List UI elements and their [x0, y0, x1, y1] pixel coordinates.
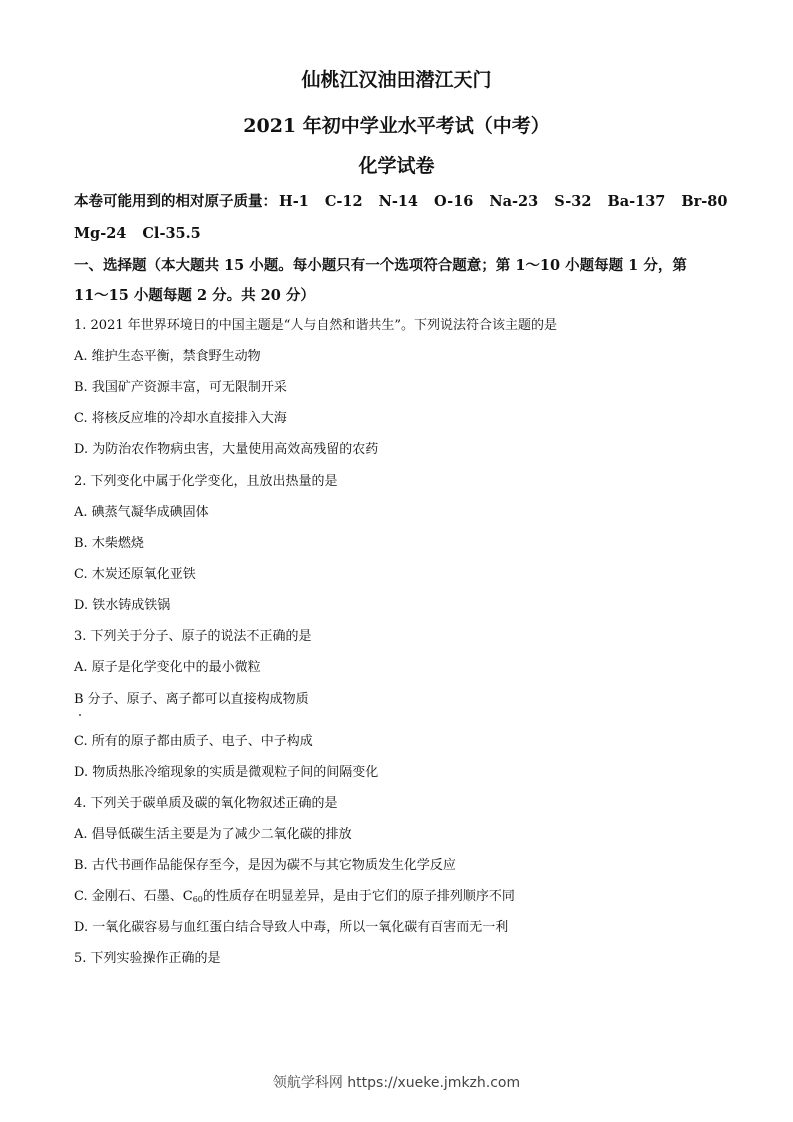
question-2-option-b: B. 木柴燃烧: [74, 536, 144, 551]
question-3-option-a: A. 原子是化学变化中的最小微粒: [74, 660, 261, 675]
atomic-mass-item: Mg-24: [74, 225, 127, 242]
footer-watermark: 领航学科网 https://xueke.jmkzh.com: [272, 1075, 521, 1091]
exam-subject-title: 化学试卷: [358, 155, 435, 177]
atomic-masses-label: 本卷可能用到的相对原子质量：: [74, 193, 277, 210]
question-3-option-b: B 分子、原子、离子都可以直接构成物质: [74, 692, 309, 707]
question-2-option-c: C. 木炭还原氧化亚铁: [74, 567, 196, 582]
question-2-option-d: D. 铁水铸成铁锅: [74, 598, 171, 613]
question-1-option-a: A. 维护生态平衡，禁食野生动物: [74, 349, 261, 364]
question-4-option-c: [74, 887, 515, 910]
question-1: 1. 2021 年世界环境日的中国主题是“人与自然和谐共生”。下列说法符合该主题的是: [74, 318, 558, 333]
option-c-text-post: 的性质存在明显差异，是由于它们的原子排列顺序不同: [202, 889, 515, 904]
atomic-mass-item: O-16: [434, 193, 474, 210]
c60-subscript: 60: [192, 895, 203, 904]
section-heading-cont: 11～15 小题每题 2 分。共 20 分）: [74, 287, 315, 304]
question-4: 4. 下列关于碳单质及碳的氧化物叙述正确的是: [74, 796, 338, 811]
question-1-option-c: C. 将核反应堆的冷却水直接排入大海: [74, 411, 287, 426]
atomic-mass-item: Na-23: [489, 193, 539, 210]
atomic-mass-item: Cl-35.5: [142, 225, 201, 242]
atomic-mass-item: C-12: [324, 193, 363, 210]
section-heading: 一、选择题（本大题共 15 小题。每小题只有一个选项符合题意；第 1～10 小题每题 1 分，第: [74, 257, 687, 274]
stray-dot: [79, 714, 81, 716]
question-4-option-b: B. 古代书画作品能保存至今，是因为碳不与其它物质发生化学反应: [74, 858, 456, 873]
question-3: 3. 下列关于分子、原子的说法不正确的是: [74, 629, 312, 644]
question-5: 5. 下列实验操作正确的是: [74, 951, 221, 966]
atomic-mass-item: S-32: [554, 193, 592, 210]
atomic-mass-item: N-14: [378, 193, 419, 210]
question-4-option-d: D. 一氧化碳容易与血红蛋白结合导致人中毒，所以一氧化碳有百害而无一利: [74, 920, 509, 935]
question-2: 2. 下列变化中属于化学变化，且放出热量的是: [74, 474, 338, 489]
option-c-text-pre: C. 金刚石、石墨、C: [74, 889, 193, 904]
atomic-masses-line: [74, 191, 743, 213]
question-2-option-a: A. 碘蒸气凝华成碘固体: [74, 505, 209, 520]
exam-region-title: 仙桃江汉油田潜江天门: [301, 69, 492, 91]
question-3-option-c: C. 所有的原子都由质子、电子、中子构成: [74, 734, 313, 749]
exam-year-title: 2021 年初中学业水平考试（中考）: [243, 115, 550, 137]
question-4-option-a: A. 倡导低碳生活主要是为了减少二氧化碳的排放: [74, 827, 352, 842]
atomic-masses-line-2: [74, 223, 201, 245]
atomic-mass-item: Ba-137: [607, 193, 666, 210]
atomic-mass-item: Br-80: [681, 193, 728, 210]
question-3-option-d: D. 物质热胀冷缩现象的实质是微观粒子间的间隔变化: [74, 765, 379, 780]
question-1-option-b: B. 我国矿产资源丰富，可无限制开采: [74, 380, 287, 395]
atomic-mass-item: H-1: [279, 193, 309, 210]
question-1-option-d: D. 为防治农作物病虫害，大量使用高效高残留的农药: [74, 442, 379, 457]
